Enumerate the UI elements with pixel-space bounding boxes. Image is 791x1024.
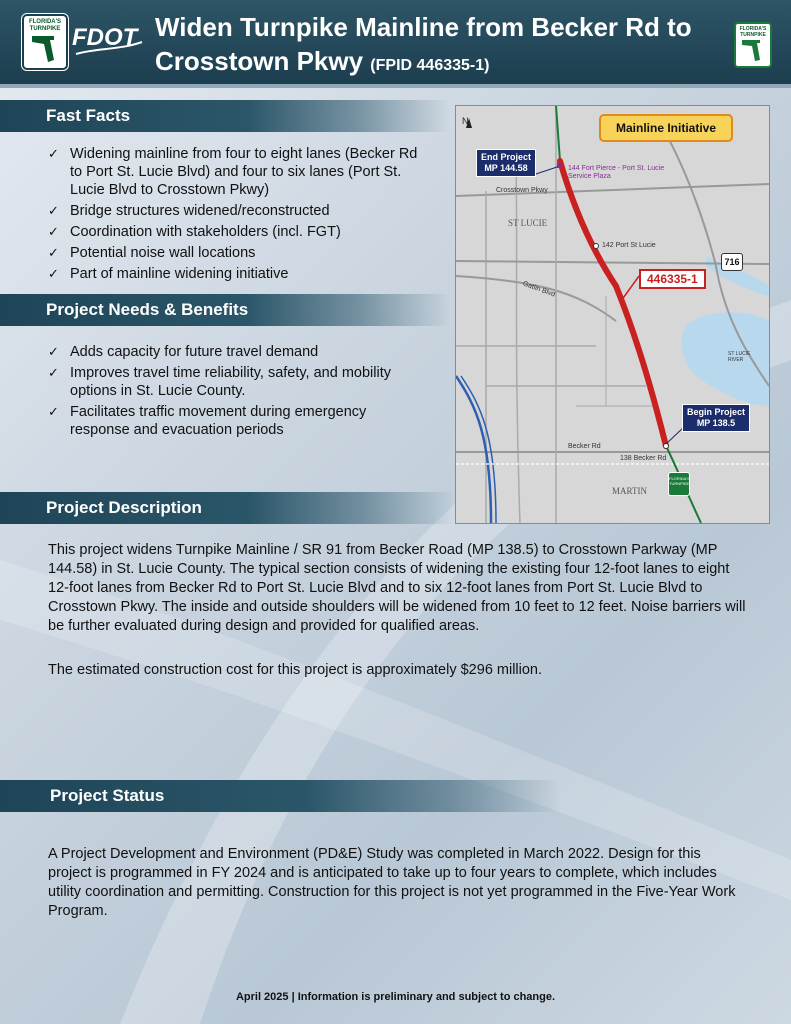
list-item: ✓ Bridge structures widened/reconstructed [48,202,428,220]
page-title [155,10,715,83]
project-map [455,105,770,524]
sr-716-shield: 716 [721,253,743,271]
list-item: ✓ Potential noise wall locations [48,244,428,262]
description-paragraph: This project widens Turnpike Mainline / SR 91 from Becker Road (MP 138.5) to Crosstown Parkway (MP 144.58) in St. Lucie County. The typical section consists of widening the existing four 12-foot lanes to eight 12-foot lanes from Becker Rd to Port St. Lucie Blvd and to six 12-foot lanes from Port St. Lucie Blvd to Crosstown Pkwy. The inside and outside shoulders will be widened from 10 feet to 12 feet. Noise barriers will be further evaluated during design and provided for qualified areas. [48,542,746,634]
fast-facts-list [48,145,428,286]
title-text: Widen Turnpike Mainline from Becker Rd to Crosstown Pkwy [155,12,692,76]
florida-turnpike-logo: FLORIDA'S TURNPIKE [22,14,68,70]
cost-paragraph: The estimated construction cost for this project is approximately $296 million. [48,662,543,678]
mainline-initiative-badge: Mainline Initiative [599,114,733,142]
begin-project-label: Begin Project MP 138.5 [682,404,750,432]
list-item: ✓ Part of mainline widening initiative [48,265,428,283]
fpid-map-label: 446335-1 [639,269,706,289]
crosstown-pkwy-label: Crosstown Pkwy [496,187,548,194]
exit-138-label: 138 Becker Rd [620,455,667,462]
martin-county-label: MARTIN [612,486,647,496]
title-fpid: (FPID 446335-1) [370,57,490,74]
needs-benefits-list [48,343,428,442]
st-lucie-river-label: ST LUCIE RIVER [728,351,751,363]
exit-142-label: 142 Port St Lucie [602,242,656,249]
north-arrow-label: N [462,116,469,126]
fast-facts-heading: Fast Facts [0,100,450,132]
turnpike-shield-icon: FLORIDA'S TURNPIKE [668,472,690,496]
footer-note: April 2025 | Information is preliminary and subject to change. [235,991,556,1003]
becker-rd-label: Becker Rd [568,443,601,450]
project-description-heading: Project Description [0,492,455,524]
fdot-logo: FDOT [72,20,144,60]
list-item: ✓ Adds capacity for future travel demand [48,343,428,361]
status-paragraph: A Project Development and Environment (PD&E) Study was completed in March 2022. Design for this project is programmed in FY 2024 and is anticipated to take up to four years to complete, which includes utility coordination and permitting. Construction for this project is not yet programmed in the Five-Year Work Program. [48,846,736,919]
gatlin-blvd-label: Gatlin Blvd [521,280,557,299]
needs-benefits-heading: Project Needs & Benefits [0,294,450,326]
list-item: ✓ Widening mainline from four to eight lanes (Becker Rd to Port St. Lucie Blvd) and four to six lanes (Port St. Lucie Blvd to Crosstown Pkwy) [48,145,428,199]
project-status-heading: Project Status [0,780,560,812]
end-project-label: End Project MP 144.58 [476,149,536,177]
list-item: ✓ Coordination with stakeholders (incl. FGT) [48,223,428,241]
florida-turnpike-logo-right: FLORIDA'S TURNPIKE [734,22,772,68]
list-item: ✓ Facilitates traffic movement during emergency response and evacuation periods [48,403,428,439]
header-divider [0,84,791,88]
header-banner [0,0,791,84]
service-plaza-label: 144 Fort Pierce - Port St. Lucie Service Plaza [568,165,665,180]
st-lucie-county-label: ST LUCIE [508,218,548,228]
list-item: ✓ Improves travel time reliability, safety, and mobility options in St. Lucie County. [48,364,428,400]
